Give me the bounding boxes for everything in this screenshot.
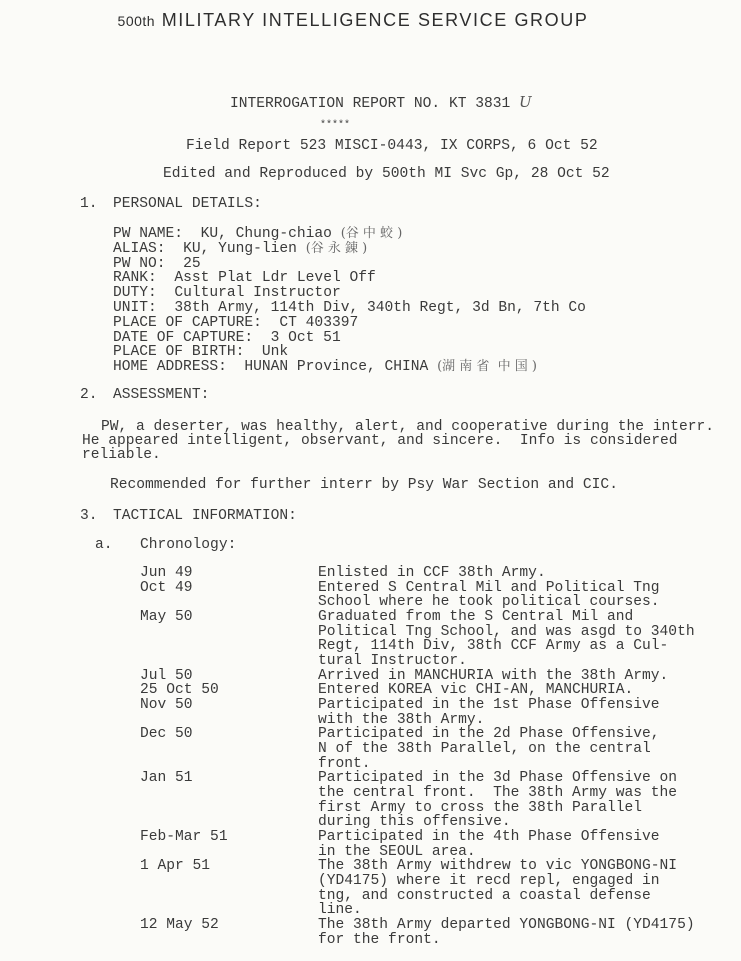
section-1-number: 1. — [80, 196, 98, 212]
chronology-entry — [0, 698, 741, 727]
handwritten-chinese-name: (湖 南 省 中 国 ) — [437, 359, 538, 375]
detail-value: Unk — [261, 344, 289, 361]
chronology-event-line: Entered S Central Mil and Political Tng — [318, 579, 660, 596]
chronology-event — [318, 918, 695, 947]
report-number: INTERROGATION REPORT NO. KT 3831 — [230, 96, 511, 112]
chronology-event-line: tng, and constructed a coastal defense — [318, 887, 651, 904]
detail-label: ALIAS: — [113, 240, 166, 257]
chronology-date: May 50 — [140, 609, 193, 626]
detail-row — [113, 301, 586, 316]
detail-label: PLACE OF BIRTH: — [113, 344, 245, 361]
chronology-date: Jun 49 — [140, 565, 193, 581]
chronology-event — [318, 771, 677, 830]
chronology-event — [318, 830, 660, 859]
chronology-event — [318, 859, 677, 918]
chronology-event-line: Graduated from the S Central Mil and — [318, 609, 634, 626]
handwritten-chinese-name: (谷 永 錬 ) — [305, 240, 368, 256]
detail-label: DATE OF CAPTURE: — [113, 329, 254, 346]
assessment-line: reliable. — [82, 447, 161, 463]
chronology-date: Dec 50 — [140, 726, 193, 743]
assessment-line: PW, a deserter, was healthy, alert, and cooperative during the interr. — [101, 419, 715, 435]
chronology-date: Oct 49 — [140, 579, 193, 596]
detail-label: HOME ADDRESS: — [113, 359, 227, 376]
chronology-event-line: School where he took political courses. — [318, 594, 660, 611]
chronology-event-line: with the 38th Army. — [318, 711, 485, 728]
chronology-entry — [0, 859, 741, 918]
chronology-date: Feb-Mar 51 — [140, 829, 228, 846]
detail-value: 3 Oct 51 — [270, 329, 341, 346]
chronology-date: Jan 51 — [140, 770, 193, 787]
chronology-date: 25 Oct 50 — [140, 682, 219, 699]
chronology-event-line: Arrived in MANCHURIA with the 38th Army. — [318, 667, 669, 684]
chronology-event-line: The 38th Army withdrew to vic YONGBONG-NI — [318, 858, 678, 875]
detail-row — [113, 360, 586, 375]
chronology-event-line: front. — [318, 755, 371, 772]
detail-row — [113, 227, 586, 242]
assessment-line: He appeared intelligent, observant, and sincere. Info is considered — [82, 433, 678, 449]
detail-value: HUNAN Province, CHINA — [244, 359, 429, 376]
detail-row — [113, 345, 586, 360]
detail-value: KU, Yung-lien — [183, 240, 297, 257]
chronology-entry — [0, 727, 741, 771]
detail-value: 25 — [183, 255, 201, 272]
chronology-entry — [0, 566, 741, 581]
chronology-event-line: Enlisted in CCF 38th Army. — [318, 565, 546, 581]
chronology-event-line: Participated in the 4th Phase Offensive — [318, 829, 660, 846]
section-3-number: 3. — [80, 508, 98, 524]
chronology-date: 1 Apr 51 — [140, 858, 211, 875]
chronology-date: Nov 50 — [140, 697, 193, 714]
letterhead-prefix: 500th — [117, 13, 156, 29]
personal-details — [113, 227, 586, 375]
handwritten-chinese-name: (谷 中 蛟 ) — [340, 226, 403, 241]
chronology-event-line: Entered KOREA vic CHI-AN, MANCHURIA. — [318, 682, 634, 699]
chronology-event — [318, 727, 660, 771]
subsection-heading: Chronology: — [140, 537, 237, 553]
detail-row — [113, 257, 586, 272]
chronology-entry — [0, 610, 741, 669]
detail-row — [113, 316, 586, 331]
detail-label: DUTY: — [113, 285, 157, 302]
chronology-event-line: N of the 38th Parallel, on the central — [318, 741, 651, 758]
detail-value: Asst Plat Ldr Level Off — [174, 270, 376, 287]
detail-value: Cultural Instructor — [174, 285, 341, 302]
chronology-event — [318, 581, 660, 610]
detail-label: UNIT: — [113, 299, 157, 316]
detail-row — [113, 242, 586, 257]
edited-by-line: Edited and Reproduced by 500th MI Svc Gp, 28 Oct 52 — [163, 166, 610, 182]
letterhead-name: MILITARY INTELLIGENCE SERVICE GROUP — [161, 10, 589, 30]
chronology-event — [318, 669, 668, 684]
chronology-event-line: The 38th Army departed YONGBONG-NI (YD4175) — [318, 917, 695, 934]
chronology-event-line: the central front. The 38th Army was the — [318, 785, 678, 802]
section-2-number: 2. — [80, 387, 98, 403]
detail-row — [113, 286, 586, 301]
chronology-entry — [0, 669, 741, 684]
section-1-heading: PERSONAL DETAILS: — [113, 196, 262, 212]
detail-row — [113, 331, 586, 346]
chronology-entry — [0, 918, 741, 947]
report-title — [230, 95, 532, 112]
handwritten-mark: U — [519, 93, 532, 111]
chronology-entry — [0, 771, 741, 830]
chronology-event — [318, 566, 546, 581]
chronology-event-line: Participated in the 2d Phase Offensive, — [318, 726, 660, 743]
separator: ***** — [320, 120, 351, 131]
detail-label: PW NAME: — [113, 226, 184, 242]
chronology-list — [0, 566, 741, 947]
subsection-letter: a. — [95, 537, 113, 553]
chronology-event-line: first Army to cross the 38th Parallel — [318, 799, 643, 816]
chronology-event-line: (YD4175) where it recd repl, engaged in — [318, 873, 660, 890]
detail-label: PLACE OF CAPTURE: — [113, 314, 262, 331]
chronology-date: 12 May 52 — [140, 917, 219, 934]
chronology-event — [318, 698, 660, 727]
detail-label: RANK: — [113, 270, 157, 287]
chronology-event-line: during this offensive. — [318, 814, 511, 831]
chronology-event-line: for the front. — [318, 931, 441, 948]
chronology-event-line: line. — [318, 902, 362, 919]
detail-label: PW NO: — [113, 255, 166, 272]
recommendation-line: Recommended for further interr by Psy War Section and CIC. — [110, 477, 618, 493]
chronology-event — [318, 683, 633, 698]
detail-value: KU, Chung-chiao — [200, 226, 332, 242]
chronology-event — [318, 610, 695, 669]
detail-value: CT 403397 — [279, 314, 359, 331]
chronology-date: Jul 50 — [140, 667, 193, 684]
field-report-line: Field Report 523 MISCI-0443, IX CORPS, 6 Oct 52 — [186, 138, 598, 154]
section-2-heading: ASSESSMENT: — [113, 387, 210, 403]
chronology-entry — [0, 683, 741, 698]
document-letterhead — [0, 10, 706, 31]
detail-value: 38th Army, 114th Div, 340th Regt, 3d Bn, 7th Co — [174, 299, 586, 316]
chronology-event-line: Regt, 114th Div, 38th CCF Army as a Cul- — [318, 638, 669, 655]
chronology-event-line: in the SEOUL area. — [318, 843, 476, 860]
chronology-entry — [0, 830, 741, 859]
chronology-event-line: Participated in the 1st Phase Offensive — [318, 697, 660, 714]
chronology-event-line: Participated in the 3d Phase Offensive on — [318, 770, 678, 787]
chronology-event-line: Political Tng School, and was asgd to 340th — [318, 623, 695, 640]
chronology-entry — [0, 581, 741, 610]
section-3-heading: TACTICAL INFORMATION: — [113, 508, 297, 524]
detail-row — [113, 271, 586, 286]
chronology-event-line: tural Instructor. — [318, 653, 467, 670]
